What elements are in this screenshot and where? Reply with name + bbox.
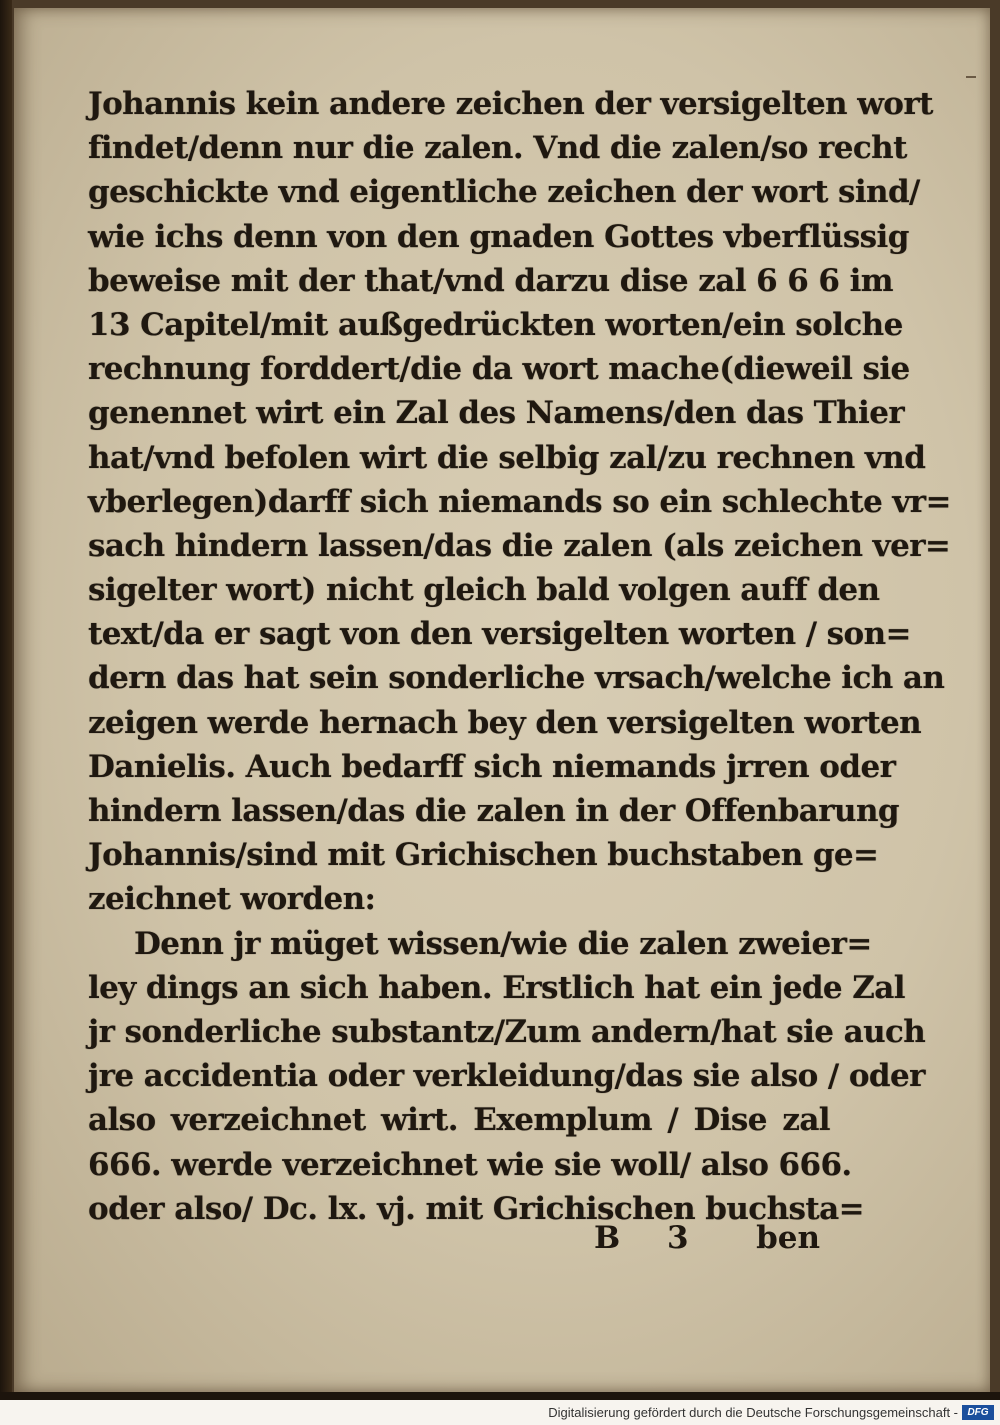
book-edge-bottom <box>0 1392 1000 1400</box>
text-line-15: zeigen werde hernach bey den versigelten worten <box>88 704 922 741</box>
page-footer <box>88 1220 830 1264</box>
text-line-21: ley dings an sich haben. Erstlich hat ein jede Zal <box>88 969 905 1006</box>
text-line-25: 666. werde verzeichnet wie sie woll/ also 666. <box>88 1146 852 1183</box>
signature-mark: B 3 <box>594 1220 707 1256</box>
text-line-3: geschickte vnd eigentliche zeichen der wort sind/ <box>88 174 920 211</box>
text-line-5: beweise mit der that/vnd darzu dise zal 6 6 6 im <box>88 262 893 299</box>
text-line-12: sigelter wort) nicht gleich bald volgen auff den <box>88 572 880 609</box>
text-line-22: jr sonderliche substantz/Zum andern/hat sie auch <box>88 1013 926 1050</box>
text-line-10: vberlegen)darff sich niemands so ein schlechte vr= <box>88 483 951 520</box>
text-line-4: wie ichs denn von den gnaden Gottes vberflüssig <box>88 218 909 255</box>
text-line-7: rechnung forddert/die da wort mache(dieweil sie <box>88 351 910 388</box>
text-line-23: jre accidentia oder verkleidung/das sie also / oder <box>88 1058 925 1095</box>
page-mark <box>966 76 976 78</box>
text-line-2: findet/denn nur die zalen. Vnd die zalen/so recht <box>88 130 907 167</box>
text-line-14: dern das hat sein sonderliche vrsach/welche ich an <box>88 660 945 697</box>
text-line-13: text/da er sagt von den versigelten worten / son= <box>88 616 911 653</box>
text-line-24: also verzeichnet wirt. Exemplum / Dise zal <box>88 1102 830 1139</box>
page-text-block <box>88 82 951 1231</box>
text-line-26: oder also/ Dc. lx. vj. mit Grichischen buchsta= <box>88 1190 864 1227</box>
text-line-9: hat/vnd befolen wirt die selbig zal/zu rechnen vnd <box>88 439 926 476</box>
dfg-logo[interactable]: DFG <box>962 1405 994 1420</box>
text-line-16: Danielis. Auch bedarff sich niemands jrren oder <box>88 748 896 785</box>
text-line-8: genennet wirt ein Zal des Namens/den das Thier <box>88 395 905 432</box>
text-line-18: Johannis/sind mit Grichischen buchstaben ge= <box>88 837 879 874</box>
text-line-20: Denn jr müget wissen/wie die zalen zweier= <box>134 925 872 962</box>
text-line-17: hindern lassen/das die zalen in der Offenbarung <box>88 793 899 829</box>
funding-credit: Digitalisierung gefördert durch die Deutsche Forschungsgemeinschaft - <box>548 1405 958 1420</box>
book-edge-left <box>0 0 12 1400</box>
text-line-11: sach hindern lassen/das die zalen (als zeichen ver= <box>88 527 951 564</box>
credit-bar <box>0 1400 1000 1425</box>
text-line-19: zeichnet worden: <box>88 881 376 918</box>
catchword: ben <box>756 1220 820 1256</box>
text-line-6: 13 Capitel/mit außgedrückten worten/ein solche <box>88 306 903 343</box>
text-line-1: Johannis kein andere zeichen der versigelten wort <box>88 86 933 122</box>
